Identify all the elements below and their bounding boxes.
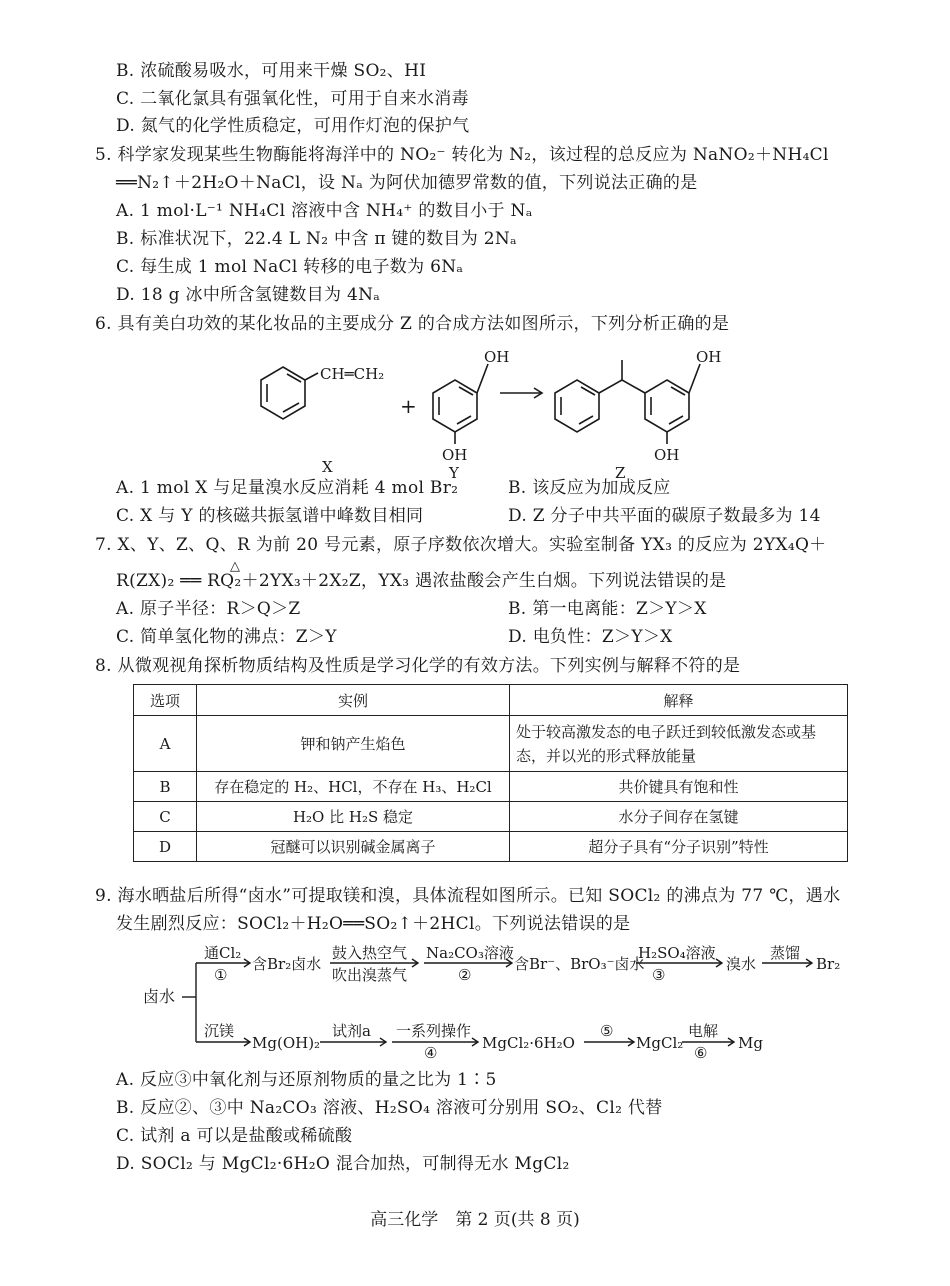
q5-option-a: A. 1 mol·L⁻¹ NH₄Cl 溶液中含 NH₄⁺ 的数目小于 Nₐ <box>116 201 533 221</box>
row-option: D <box>134 832 197 862</box>
flow-step6-number: ⑥ <box>694 1044 708 1062</box>
table-row <box>134 832 848 862</box>
q5-option-d: D. 18 g 冰中所含氢键数目为 4Nₐ <box>116 285 381 305</box>
q6-option-b: B. 该反应为加成反应 <box>508 478 671 498</box>
z-right-ring <box>645 364 700 444</box>
q9-stem-line1: 9. 海水晒盐后所得“卤水”可提取镁和溴，具体流程如图所示。已知 SOCl₂ 的沸点为 77 ℃，遇水 <box>95 886 841 906</box>
table-row <box>134 772 848 802</box>
y-oh-bottom: OH <box>442 446 468 464</box>
flow-product-mgoh2: Mg(OH)₂ <box>252 1034 321 1052</box>
z-left-ring <box>555 380 599 432</box>
row-example: 钾和钠产生焰色 <box>197 716 510 772</box>
label-y: Y <box>449 464 459 480</box>
q4-option-b: B. 浓硫酸易吸水，可用来干燥 SO₂、HI <box>116 61 427 81</box>
q8-table <box>133 684 848 862</box>
flow-product-mgcl2: MgCl₂ <box>636 1034 684 1052</box>
flow-step-distill: 蒸馏 <box>770 944 801 962</box>
flow-step-precipitate-mg: 沉镁 <box>204 1022 235 1040</box>
y-resorcinol-ring <box>433 364 488 444</box>
q9-option-d: D. SOCl₂ 与 MgCl₂·6H₂O 混合加热，可制得无水 MgCl₂ <box>116 1154 570 1174</box>
flow-product-br2: Br₂ <box>816 955 841 973</box>
q6-option-a: A. 1 mol X 与足量溴水反应消耗 4 mol Br₂ <box>116 478 459 498</box>
header-explanation: 解释 <box>510 685 848 716</box>
flow-step-blow-out: 吹出溴蒸气 <box>332 966 408 984</box>
header-option: 选项 <box>134 685 197 716</box>
table-row <box>134 716 848 772</box>
label-z: Z <box>615 464 626 480</box>
q6-option-c: C. X 与 Y 的核磁共振氢谱中峰数目相同 <box>116 506 424 526</box>
q9-option-b: B. 反应②、③中 Na₂CO₃ 溶液、H₂SO₄ 溶液可分别用 SO₂、Cl₂ 代替 <box>116 1098 663 1118</box>
q4-option-c: C. 二氧化氯具有强氧化性，可用于自来水消毒 <box>116 89 469 109</box>
z-bridge-carbon <box>599 360 645 393</box>
q5-option-b: B. 标准状况下，22.4 L N₂ 中含 π 键的数目为 2Nₐ <box>116 229 517 249</box>
q6-option-d: D. Z 分子中共平面的碳原子数最多为 14 <box>508 506 821 526</box>
flow-step4-operations: 一系列操作 <box>396 1022 472 1040</box>
table-header-row <box>134 685 848 716</box>
flow-step-reagent-a: 试剂a <box>332 1022 371 1040</box>
flow-step1-number: ① <box>214 966 228 984</box>
row-example: 存在稳定的 H₂、HCl，不存在 H₃、H₂Cl <box>197 772 510 802</box>
q7-option-b: B. 第一电离能：Z＞Y＞X <box>508 599 707 619</box>
flow-step3-number: ③ <box>652 966 666 984</box>
row-example: H₂O 比 H₂S 稳定 <box>197 802 510 832</box>
page-footer: 高三化学 第 2 页(共 8 页) <box>370 1210 580 1230</box>
q8-stem: 8. 从微观视角探析物质结构及性质是学习化学的有效方法。下列实例与解释不符的是 <box>95 656 741 676</box>
flow-step4-number: ④ <box>424 1044 438 1062</box>
q7-stem-line1: 7. X、Y、Z、Q、R 为前 20 号元素，原子序数依次增大。实验室制备 YX₃ 的反应为 2YX₄Q＋ <box>95 535 827 555</box>
reaction-arrow <box>500 388 542 398</box>
flow-product-bromine-water: 溴水 <box>726 955 757 973</box>
q7-heat-symbol: △ <box>230 559 241 574</box>
row-explanation: 超分子具有“分子识别”特性 <box>510 832 848 862</box>
z-oh-top: OH <box>696 348 722 366</box>
y-oh-top: OH <box>484 348 510 366</box>
q5-stem-line2: ══N₂↑＋2H₂O＋NaCl，设 Nₐ 为阿伏加德罗常数的值，下列说法正确的是 <box>116 173 698 193</box>
row-option: A <box>134 716 197 772</box>
label-x: X <box>322 458 333 476</box>
x-vinyl-group: CH═CH₂ <box>320 365 385 383</box>
flow-step2-number: ② <box>458 966 472 984</box>
q7-option-a: A. 原子半径：R＞Q＞Z <box>116 599 301 619</box>
q7-stem-line2: R(ZX)₂ ══ RQ₂＋2YX₃＋2X₂Z，YX₃ 遇浓盐酸会产生白烟。下列说法错误的是 <box>116 571 727 591</box>
flow-step5-number: ⑤ <box>600 1022 614 1040</box>
q7-option-d: D. 电负性：Z＞Y＞X <box>508 627 673 647</box>
table-row <box>134 802 848 832</box>
flow-product-br2-brine: 含Br₂卤水 <box>252 955 322 973</box>
flow-product-mgcl2-hydrate: MgCl₂·6H₂O <box>482 1034 575 1052</box>
row-option: B <box>134 772 197 802</box>
flow-product-mg: Mg <box>738 1034 763 1052</box>
row-explanation: 共价键具有饱和性 <box>510 772 848 802</box>
row-example: 冠醚可以识别碱金属离子 <box>197 832 510 862</box>
q5-stem-line1: 5. 科学家发现某些生物酶能将海洋中的 NO₂⁻ 转化为 N₂，该过程的总反应为 NaNO₂＋NH₄Cl <box>95 145 829 165</box>
flow-product-bromide-brine: 含Br⁻、BrO₃⁻卤水 <box>514 955 645 973</box>
z-oh-bottom: OH <box>654 446 680 464</box>
q9-option-a: A. 反应③中氧化剂与还原剂物质的量之比为 1∶5 <box>116 1070 497 1090</box>
q5-option-c: C. 每生成 1 mol NaCl 转移的电子数为 6Nₐ <box>116 257 464 277</box>
plus-sign: + <box>400 394 417 418</box>
flow-step-hot-air: 鼓入热空气 <box>332 944 408 962</box>
flow-step1-reagent: 通Cl₂ <box>204 944 242 962</box>
q9-stem-line2: 发生剧烈反应：SOCl₂＋H₂O══SO₂↑＋2HCl。下列说法错误的是 <box>116 914 631 934</box>
q6-reaction-diagram <box>0 340 950 480</box>
flow-step6-electrolysis: 电解 <box>688 1022 719 1040</box>
row-explanation: 水分子间存在氢键 <box>510 802 848 832</box>
row-option: C <box>134 802 197 832</box>
row-explanation: 处于较高激发态的电子跃迁到较低激发态或基态，并以光的形式释放能量 <box>510 716 848 772</box>
q9-option-c: C. 试剂 a 可以是盐酸或稀硫酸 <box>116 1126 353 1146</box>
flow-step3-reagent: H₂SO₄溶液 <box>638 944 716 962</box>
header-example: 实例 <box>197 685 510 716</box>
q7-option-c: C. 简单氢化物的沸点：Z＞Y <box>116 627 337 647</box>
flow-step2-reagent: Na₂CO₃溶液 <box>426 944 514 962</box>
q6-stem: 6. 具有美白功效的某化妆品的主要成分 Z 的合成方法如图所示，下列分析正确的是 <box>95 314 730 334</box>
flow-brine: 卤水 <box>143 987 176 1006</box>
q4-option-d: D. 氮气的化学性质稳定，可用作灯泡的保护气 <box>116 116 470 136</box>
x-benzene-ring <box>261 367 318 419</box>
